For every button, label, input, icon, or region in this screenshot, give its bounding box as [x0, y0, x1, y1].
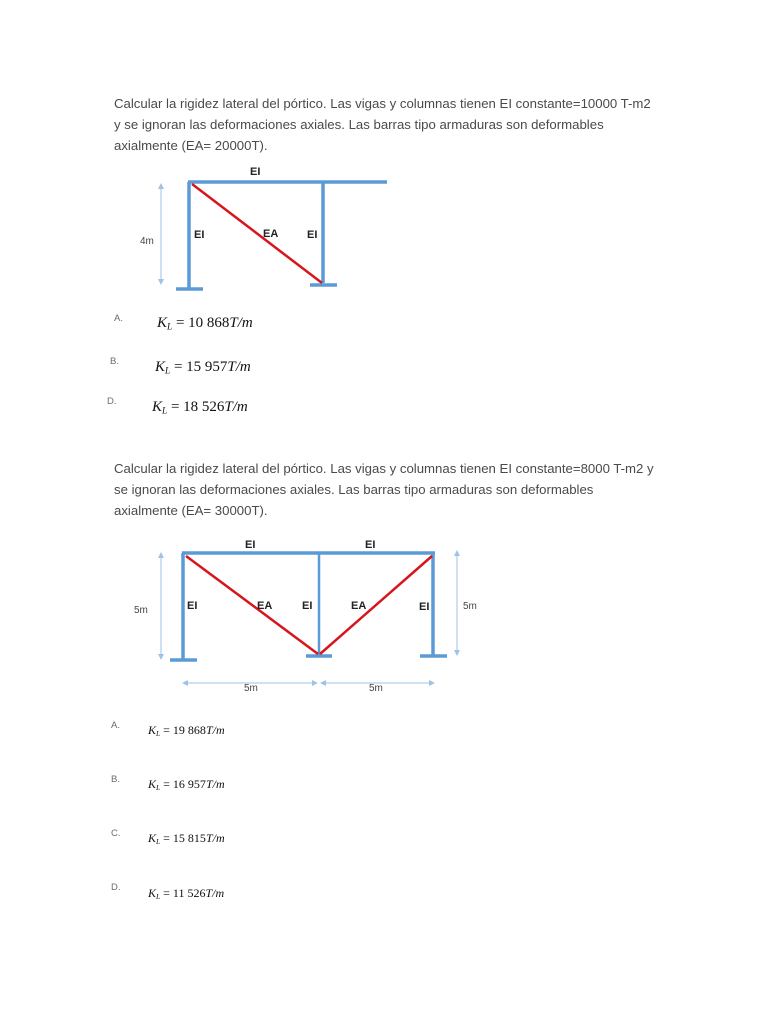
k-value: = 10 868 — [172, 315, 230, 331]
brace-label: EA — [263, 228, 279, 240]
right-column-label: EI — [307, 229, 318, 241]
left-height-arrow-bottom — [158, 654, 164, 660]
question-1-text: Calcular la rigidez lateral del pórtico. Las vigas y columnas tienen EI constante=10000 T-m2 y se ignoran las deformaciones axiales. Las barras tipo armaduras son deformables axialmente (EA= 20000T). — [114, 96, 651, 153]
k-value: = 15 815 — [160, 831, 206, 845]
k-value: = 18 526 — [167, 399, 225, 415]
left-height-arrow-top — [158, 552, 164, 558]
right-column-label: EI — [419, 601, 430, 613]
right-height-arrow-top — [454, 550, 460, 556]
k-unit: T/m — [205, 886, 225, 900]
left-height-label: 5m — [134, 605, 148, 616]
k-value: = 16 957 — [160, 777, 206, 791]
span-left-arrow-right — [312, 680, 318, 686]
k-symbol: K — [148, 723, 157, 737]
q1-option-d-letter[interactable]: D. — [107, 396, 117, 407]
k-value: = 19 868 — [160, 723, 206, 737]
k-symbol: K — [152, 399, 163, 415]
right-height-arrow-bottom — [454, 650, 460, 656]
k-unit: T/m — [205, 831, 225, 845]
q1-option-b-letter[interactable]: B. — [110, 356, 119, 367]
beam-left-label: EI — [245, 539, 256, 551]
k-unit: T/m — [227, 359, 251, 375]
k-subscript: L — [165, 366, 171, 377]
k-symbol: K — [148, 886, 157, 900]
height-label: 4m — [140, 236, 154, 247]
k-subscript: L — [156, 782, 161, 792]
question-2-text: Calcular la rigidez lateral del pórtico. Las vigas y columnas tienen EI constante=8000 T-m2 y se ignoran las deformaciones axiales. Las barras tipo armaduras son deformables axialmente (EA= 30000T). — [114, 461, 654, 518]
k-subscript: L — [156, 891, 161, 901]
q1-option-a-letter[interactable]: A. — [114, 313, 123, 324]
span-right-label: 5m — [369, 683, 383, 694]
span-left-label: 5m — [244, 683, 258, 694]
k-subscript: L — [156, 836, 161, 846]
left-column-label: EI — [194, 229, 205, 241]
span-left-arrow-left — [182, 680, 188, 686]
left-diagonal-brace — [186, 556, 318, 654]
left-column-label: EI — [187, 600, 198, 612]
k-symbol: K — [148, 777, 157, 791]
middle-column-label: EI — [302, 600, 313, 612]
q2-option-d-formula[interactable] — [148, 886, 224, 901]
k-unit: T/m — [205, 777, 225, 791]
beam-right-label: EI — [365, 539, 376, 551]
span-right-arrow-right — [429, 680, 435, 686]
k-value: = 15 957 — [170, 359, 228, 375]
q2-option-c-letter[interactable]: C. — [111, 828, 121, 839]
k-value: = 11 526 — [160, 886, 206, 900]
q2-option-a-letter[interactable]: A. — [111, 720, 120, 731]
span-right-arrow-left — [320, 680, 326, 686]
right-diagonal-brace — [320, 556, 432, 654]
k-symbol: K — [148, 831, 157, 845]
q2-option-c-formula[interactable] — [148, 831, 225, 846]
k-subscript: L — [162, 406, 168, 417]
q2-option-a-formula[interactable] — [148, 723, 225, 738]
brace-right-label: EA — [351, 600, 367, 612]
k-unit: T/m — [229, 315, 253, 331]
q2-option-b-formula[interactable] — [148, 777, 225, 792]
k-unit: T/m — [205, 723, 225, 737]
brace-left-label: EA — [257, 600, 273, 612]
right-height-label: 5m — [463, 601, 477, 612]
k-subscript: L — [167, 322, 173, 333]
k-subscript: L — [156, 728, 161, 738]
q2-option-d-letter[interactable]: D. — [111, 882, 121, 893]
k-symbol: K — [155, 359, 166, 375]
q2-option-b-letter[interactable]: B. — [111, 774, 120, 785]
k-symbol: K — [157, 315, 168, 331]
beam-label: EI — [250, 166, 261, 178]
k-unit: T/m — [224, 399, 248, 415]
